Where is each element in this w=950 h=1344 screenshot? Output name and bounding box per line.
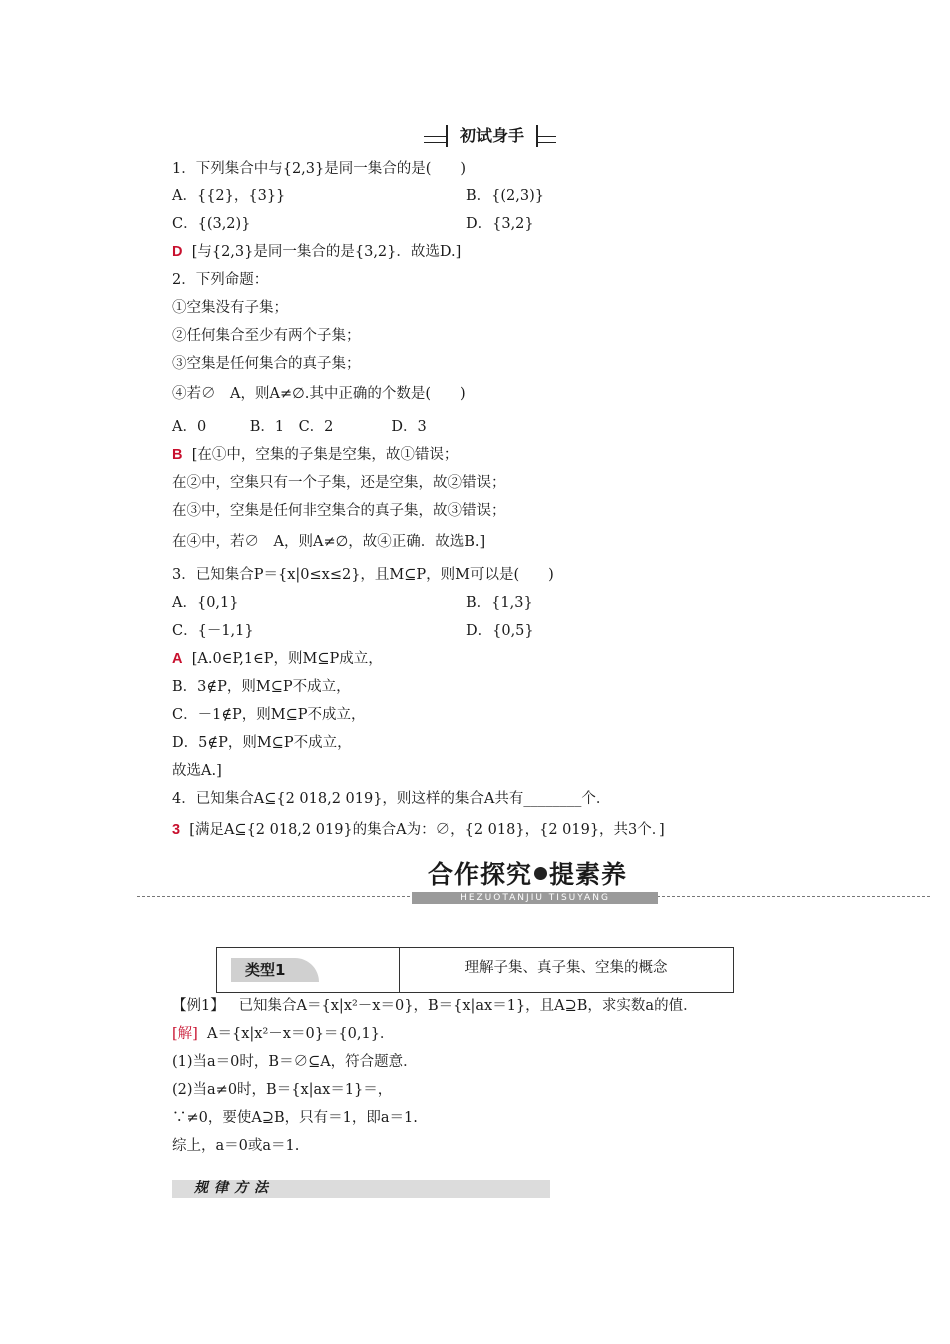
q1-stem: 1．下列集合中与{2,3}是同一集合的是( ) <box>172 161 467 177</box>
q3-answer-line <box>172 650 383 668</box>
q3-explanation-3: C．－1∉P，则M⊆P不成立， <box>172 707 366 723</box>
q2-explanation-4: 在④中，若∅ A，则A≠∅，故④正确．故选B.] <box>172 534 486 550</box>
q2-explanation-2: 在②中，空集只有一个子集，还是空集，故②错误； <box>172 475 506 491</box>
q4-explanation: [满足A⊆{2 018,2 019}的集合A为：∅，{2 018}，{2 019}，共3个．] <box>189 822 665 838</box>
q3-option-b: B．{1,3} <box>466 595 533 611</box>
q3-option-a: A．{0,1} <box>172 595 239 611</box>
example1-label: 【例1】 <box>172 998 225 1014</box>
q2-explanation-1: [在①中，空集的子集是空集，故①错误； <box>191 447 459 463</box>
q3-explanation-5: 故选A.] <box>172 763 222 779</box>
solution-step-2: (1)当a＝0时，B＝∅⊆A，符合题意． <box>172 1054 418 1070</box>
q4-answer-line <box>172 821 665 839</box>
section2-title-a: 合作探究 <box>428 860 533 889</box>
q3-explanation-1: [A.0∈P,1∈P，则M⊆P成立， <box>191 651 383 667</box>
q1-option-c: C．{(3,2)} <box>172 216 251 232</box>
q3-explanation-2: B．3∉P，则M⊆P不成立， <box>172 679 351 695</box>
solution-step-1: A＝{x|x²－x＝0}＝{0,1}． <box>207 1026 395 1042</box>
q2-proposition-3: ③空集是任何集合的真子集； <box>172 356 361 372</box>
q4-answer: 3 <box>172 822 181 838</box>
example1-line <box>172 997 698 1015</box>
rule-method-bar <box>172 1180 550 1198</box>
q1-option-d: D．{3,2} <box>466 216 534 232</box>
solution-label: [解] <box>172 1026 198 1042</box>
q3-explanation-4: D．5∉P，则M⊆P不成立， <box>172 735 352 751</box>
solution-line-1 <box>172 1025 394 1043</box>
type-tag-cell <box>217 948 400 992</box>
q4-stem: 4．已知集合A⊆{2 018,2 019}，则这样的集合A共有________个． <box>172 791 611 807</box>
q2-proposition-2: ②任何集合至少有两个子集； <box>172 328 361 344</box>
section2-title-b: 提素养 <box>549 860 628 889</box>
section-banner-cooperative-inquiry <box>412 859 660 905</box>
q1-answer-line <box>172 243 461 261</box>
type-topic: 理解子集、真子集、空集的概念 <box>464 960 668 976</box>
type-header-box <box>216 947 734 993</box>
q2-proposition-1: ①空集没有子集； <box>172 300 288 316</box>
q1-answer: D <box>172 244 183 260</box>
q2-options: A．0 B．1 C．2 D．3 <box>172 419 427 435</box>
q2-answer-line <box>172 446 458 464</box>
section2-title <box>422 859 633 891</box>
rule-method-label: 规律方法 <box>194 1180 274 1196</box>
solution-step-3: (2)当a≠0时，B＝{x|ax＝1}＝， <box>172 1082 393 1098</box>
q3-option-d: D．{0,5} <box>466 623 534 639</box>
solution-step-4: ∵≠0，要使A⊇B，只有＝1，即a＝1. <box>172 1110 418 1126</box>
q3-answer: A <box>172 651 183 667</box>
q3-stem: 3．已知集合P＝{x|0≤x≤2}，且M⊆P，则M可以是( ) <box>172 567 554 583</box>
section-banner-first-try <box>424 124 556 148</box>
q3-option-c: C．{－1,1} <box>172 623 254 639</box>
q2-answer: B <box>172 447 183 463</box>
arrow-icon <box>534 867 547 880</box>
q1-option-b: B．{(2,3)} <box>466 188 544 204</box>
q1-option-a: A．{{2}，{3}} <box>172 188 286 204</box>
section2-subtitle: HEZUOTANJIU TISUYANG <box>412 892 658 904</box>
q2-explanation-3: 在③中，空集是任何非空集合的真子集，故③错误； <box>172 503 506 519</box>
q1-explanation: [与{2,3}是同一集合的是{3,2}．故选D.] <box>191 244 462 260</box>
solution-step-5: 综上，a＝0或a＝1. <box>172 1138 300 1154</box>
type-tag: 类型1 <box>231 958 319 982</box>
section-title: 初试身手 <box>446 125 538 147</box>
example1-stem: 已知集合A＝{x|x²－x＝0}，B＝{x|ax＝1}，且A⊇B，求实数a的值． <box>238 998 698 1014</box>
q2-proposition-4: ④若∅ A，则A≠∅.其中正确的个数是( ) <box>172 386 466 402</box>
q2-stem: 2．下列命题： <box>172 272 269 288</box>
